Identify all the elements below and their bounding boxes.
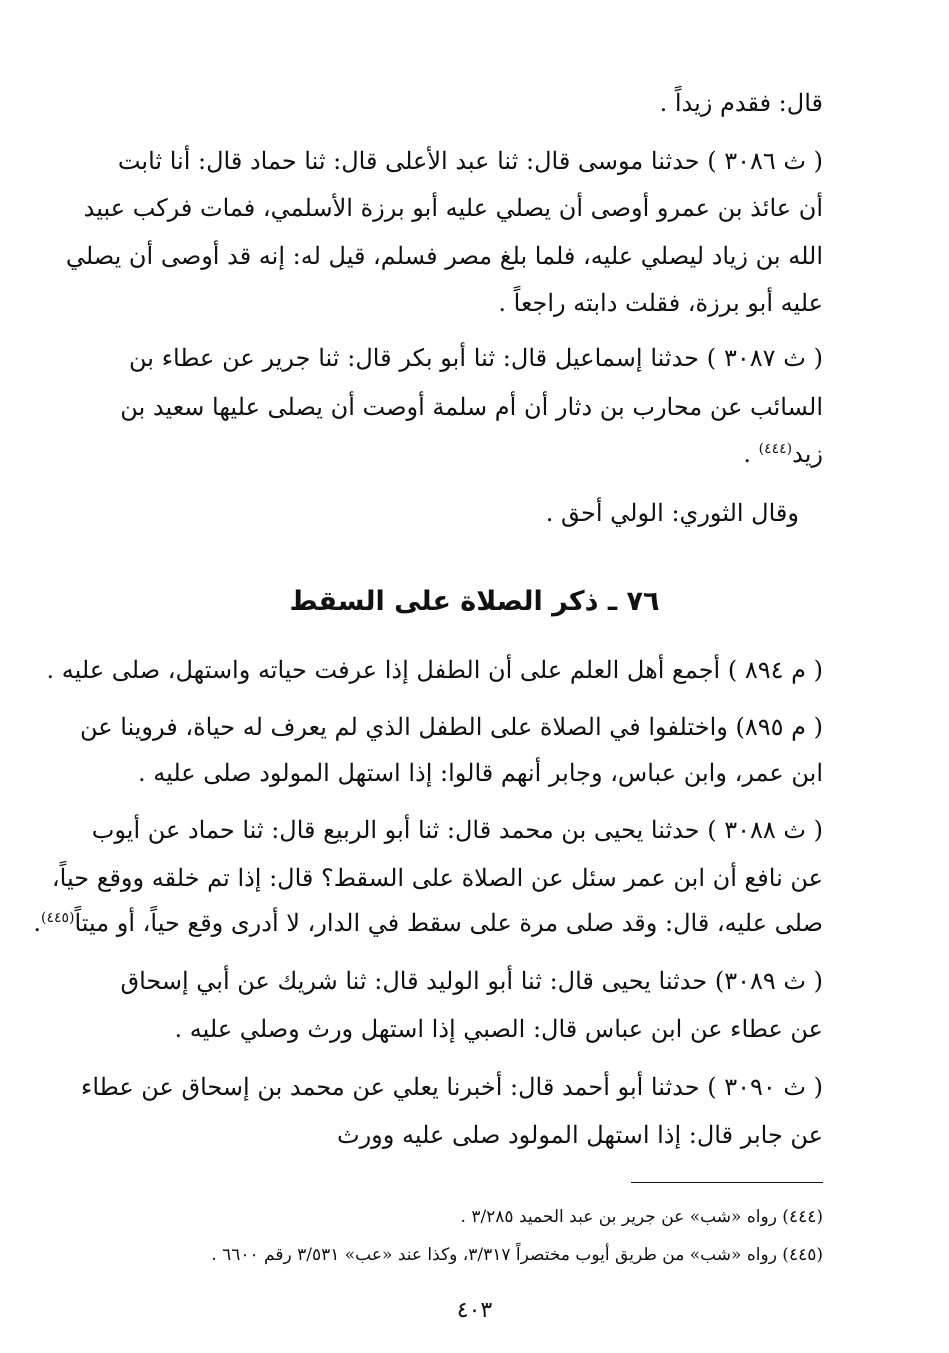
hadith-3086-line: عليه أبو برزة، فقلت دابته راجعاً . — [498, 289, 823, 317]
text-fragment: صلى عليه، قال: وقد صلى مرة على سقط في الدار، لا أدرى وقع حياً، أو ميتاً — [74, 909, 823, 937]
hadith-3087-line: السائب عن محارب بن دثار أن أم سلمة أوصت أن يصلى عليها سعيد بن — [120, 393, 823, 421]
hadith-3090-line: ( ث ٣٠٩٠ ) حدثنا أبو أحمد قال: أخبرنا يعلي عن محمد بن إسحاق عن عطاء — [81, 1073, 823, 1101]
hadith-3089-line: ( ث ٣٠٨٩) حدثنا يحيى قال: ثنا أبو الوليد قال: ثنا شريك عن أبي إسحاق — [120, 967, 823, 995]
hadith-3088-line: ( ث ٣٠٨٨ ) حدثنا يحيى بن محمد قال: ثنا أبو الربيع قال: ثنا حماد عن أيوب — [91, 816, 823, 844]
text-fragment: . — [33, 909, 41, 937]
hadith-3088-line: عن نافع أن ابن عمر سئل عن الصلاة على السقط؟ قال: إذا تم خلقه ووقع حياً، — [51, 864, 823, 892]
hadith-3087-line — [743, 439, 823, 469]
text-fragment: . — [743, 440, 759, 468]
hadith-3086-line: ( ث ٣٠٨٦ ) حدثنا موسى قال: ثنا عبد الأعلى قال: ثنا حماد قال: أنا ثابت — [117, 147, 823, 175]
footnote-ref-444: (٤٤٤) — [758, 441, 793, 457]
page-number: ٤٠٣ — [456, 1298, 493, 1323]
footnote-444: (٤٤٤) رواه «شب» عن جرير بن عبد الحميد ٣/٢٨٥ . — [460, 1207, 823, 1227]
footnote-ref-445: (٤٤٥) — [40, 910, 75, 926]
hadith-3088-line — [33, 908, 823, 938]
hadith-3087-line: ( ث ٣٠٨٧ ) حدثنا إسماعيل قال: ثنا أبو بكر قال: ثنا جرير عن عطاء بن — [129, 344, 824, 372]
masala-894-line: ( م ٨٩٤ ) أجمع أهل العلم على أن الطفل إذا عرفت حياته واستهل، صلى عليه . — [46, 656, 823, 684]
section-heading: ٧٦ ـ ذكر الصلاة على السقط — [289, 586, 660, 617]
hadith-3086-line: الله بن زياد ليصلي عليه، فلما بلغ مصر فسلم، قيل له: إنه قد أوصى أن يصلي — [65, 242, 823, 270]
hadith-3086-line: أن عائذ بن عمرو أوصى أن يصلي عليه أبو برزة الأسلمي، فمات فركب عبيد — [83, 194, 823, 222]
masala-895-line: ( م ٨٩٥) واختلفوا في الصلاة على الطفل الذي لم يعرف له حياة، فروينا عن — [79, 713, 823, 741]
text-line: وقال الثوري: الولي أحق . — [545, 499, 799, 527]
hadith-3090-line: عن جابر قال: إذا استهل المولود صلى عليه وورث — [337, 1121, 823, 1149]
masala-895-line: ابن عمر، وابن عباس، وجابر أنهم قالوا: إذا استهل المولود صلى عليه . — [137, 759, 823, 787]
footnote-445: (٤٤٥) رواه «شب» من طريق أيوب مختصراً ٣/٣١٧، وكذا عند «عب» ٣/٥٣١ رقم ٦٦٠٠ . — [211, 1245, 823, 1265]
text-fragment: زيد — [792, 440, 823, 468]
hadith-3089-line: عن عطاء عن ابن عباس قال: الصبي إذا استهل ورث وصلي عليه . — [174, 1015, 823, 1043]
footnote-separator — [631, 1182, 823, 1183]
text-line: قال: فقدم زيداً . — [659, 89, 823, 117]
